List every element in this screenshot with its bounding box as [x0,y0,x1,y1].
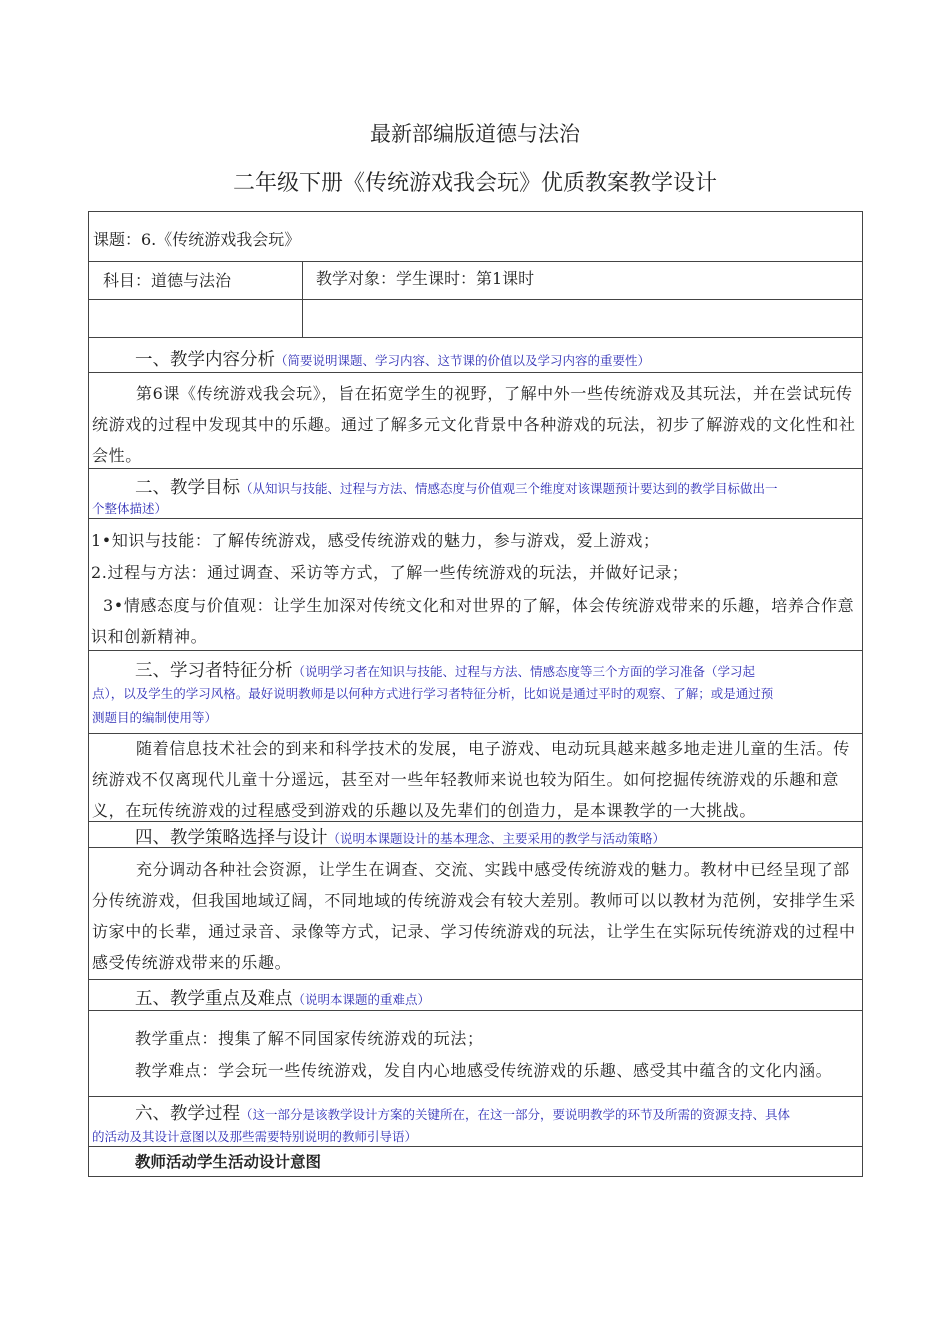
process-table-header-row [89,1147,862,1176]
empty-cell-left [89,300,303,337]
strategy-heading: 四、教学策略选择与设计 [135,828,328,848]
audience-label: 教学对象：学生课时：第1课时 [316,269,535,288]
process-table-header: 教师活动学生活动设计意图 [135,1152,322,1171]
keypoint-focus: 教学重点：搜集了解不同国家传统游戏的玩法； [135,1029,484,1048]
empty-row [89,300,862,338]
objectives-heading: 二、教学目标 [135,478,240,498]
subject-cell [89,262,303,299]
strategy-text: 充分调动各种社会资源，让学生在调查、交流、实践中感受传统游戏的魅力。教材中已经呈现了部分传统游戏，但我国地域辽阔，不同地域的传统游戏会有较大差别。教师可以以教材为范例，安排学生采访家中的长辈，通过录音、录像等方式，记录、学习传统游戏的玩法，让学生在实际玩传统游戏的过程中感受传统游戏带来的乐趣。 [92,860,856,972]
learner-note-line3: 测题目的编制使用等） [92,710,218,725]
objectives-body-row [89,519,862,651]
process-note-line2: 的活动及其设计意图以及那些需要特别说明的教师引导语） [92,1129,418,1144]
content-analysis-note: （简要说明课题、学习内容、这节课的价值以及学习内容的重要性） [275,353,651,368]
objective-emotion: 3•情感态度与价值观：让学生加深对传统文化和对世界的了解，体会传统游戏带来的乐趣，培养合作意识和创新精神。 [91,596,855,646]
objective-knowledge: 1•知识与技能：了解传统游戏，感受传统游戏的魅力，参与游戏，爱上游戏； [91,531,660,550]
content-analysis-text: 第6课《传统游戏我会玩》，旨在拓宽学生的视野，了解中外一些传统游戏及其玩法，并在尝试玩传统游戏的过程中发现其中的乐趣。通过了解多元文化背景中各种游戏的玩法，初步了解游戏的文化性和社会性。 [92,384,856,465]
learner-heading-row [89,651,862,734]
strategy-body-row [89,848,862,980]
objectives-note-line2: 个整体描述） [92,501,168,516]
objectives-heading-row [89,469,862,519]
keypoints-body-row [89,1011,862,1097]
subject-label: 科目：道德与法治 [103,271,232,290]
objectives-note-line1: （从知识与技能、过程与方法、情感态度与价值观三个维度对该课题预计要达到的教学目标做出一 [240,481,778,496]
process-heading: 六、教学过程 [135,1104,240,1124]
learner-text: 随着信息技术社会的到来和科学技术的发展，电子游戏、电动玩具越来越多地走进儿童的生活。传统游戏不仅离现代儿童十分遥远，甚至对一些年轻教师来说也较为陌生。如何挖掘传统游戏的乐趣和意义，在玩传统游戏的过程感受到游戏的乐趣以及先辈们的创造力，是本课教学的一大挑战。 [92,739,850,820]
content-analysis-heading-row [89,338,862,373]
keypoints-heading: 五、教学重点及难点 [135,989,293,1009]
content-analysis-heading: 一、教学内容分析 [135,350,275,370]
topic-label: 课题：6.《传统游戏我会玩》 [93,230,301,249]
keypoints-note: （说明本课题的重难点） [292,992,431,1007]
process-heading-row [89,1097,862,1147]
lesson-plan-table [88,211,863,1177]
strategy-heading-row [89,822,862,848]
subject-row [89,262,862,300]
document-title: 最新部编版道德与法治 [370,122,580,146]
learner-note-line1: （说明学习者在知识与技能、过程与方法、情感态度等三个方面的学习准备（学习起 [292,664,756,679]
learner-heading: 三、学习者特征分析 [135,661,293,681]
learner-body-row [89,734,862,822]
topic-row [89,212,862,262]
learner-note-line2: 点），以及学生的学习风格。最好说明教师是以何种方式进行学习者特征分析，比如说是通过平时的观察、了解；或是通过预 [92,686,774,701]
document-subtitle: 二年级下册《传统游戏我会玩》优质教案教学设计 [232,171,717,196]
strategy-note: （说明本课题设计的基本理念、主要采用的教学与活动策略） [327,831,666,846]
process-note-line1: （这一部分是该教学设计方案的关键所在，在这一部分，要说明教学的环节及所需的资源支持、具体 [240,1107,791,1122]
objective-process: 2.过程与方法：通过调查、采访等方式，了解一些传统游戏的玩法，并做好记录； [91,563,689,582]
audience-cell [303,262,862,299]
keypoint-difficulty: 教学难点：学会玩一些传统游戏，发自内心地感受传统游戏的乐趣、感受其中蕴含的文化内涵。 [135,1061,833,1080]
empty-cell-right [303,300,862,337]
content-analysis-body-row [89,373,862,469]
keypoints-heading-row [89,980,862,1011]
